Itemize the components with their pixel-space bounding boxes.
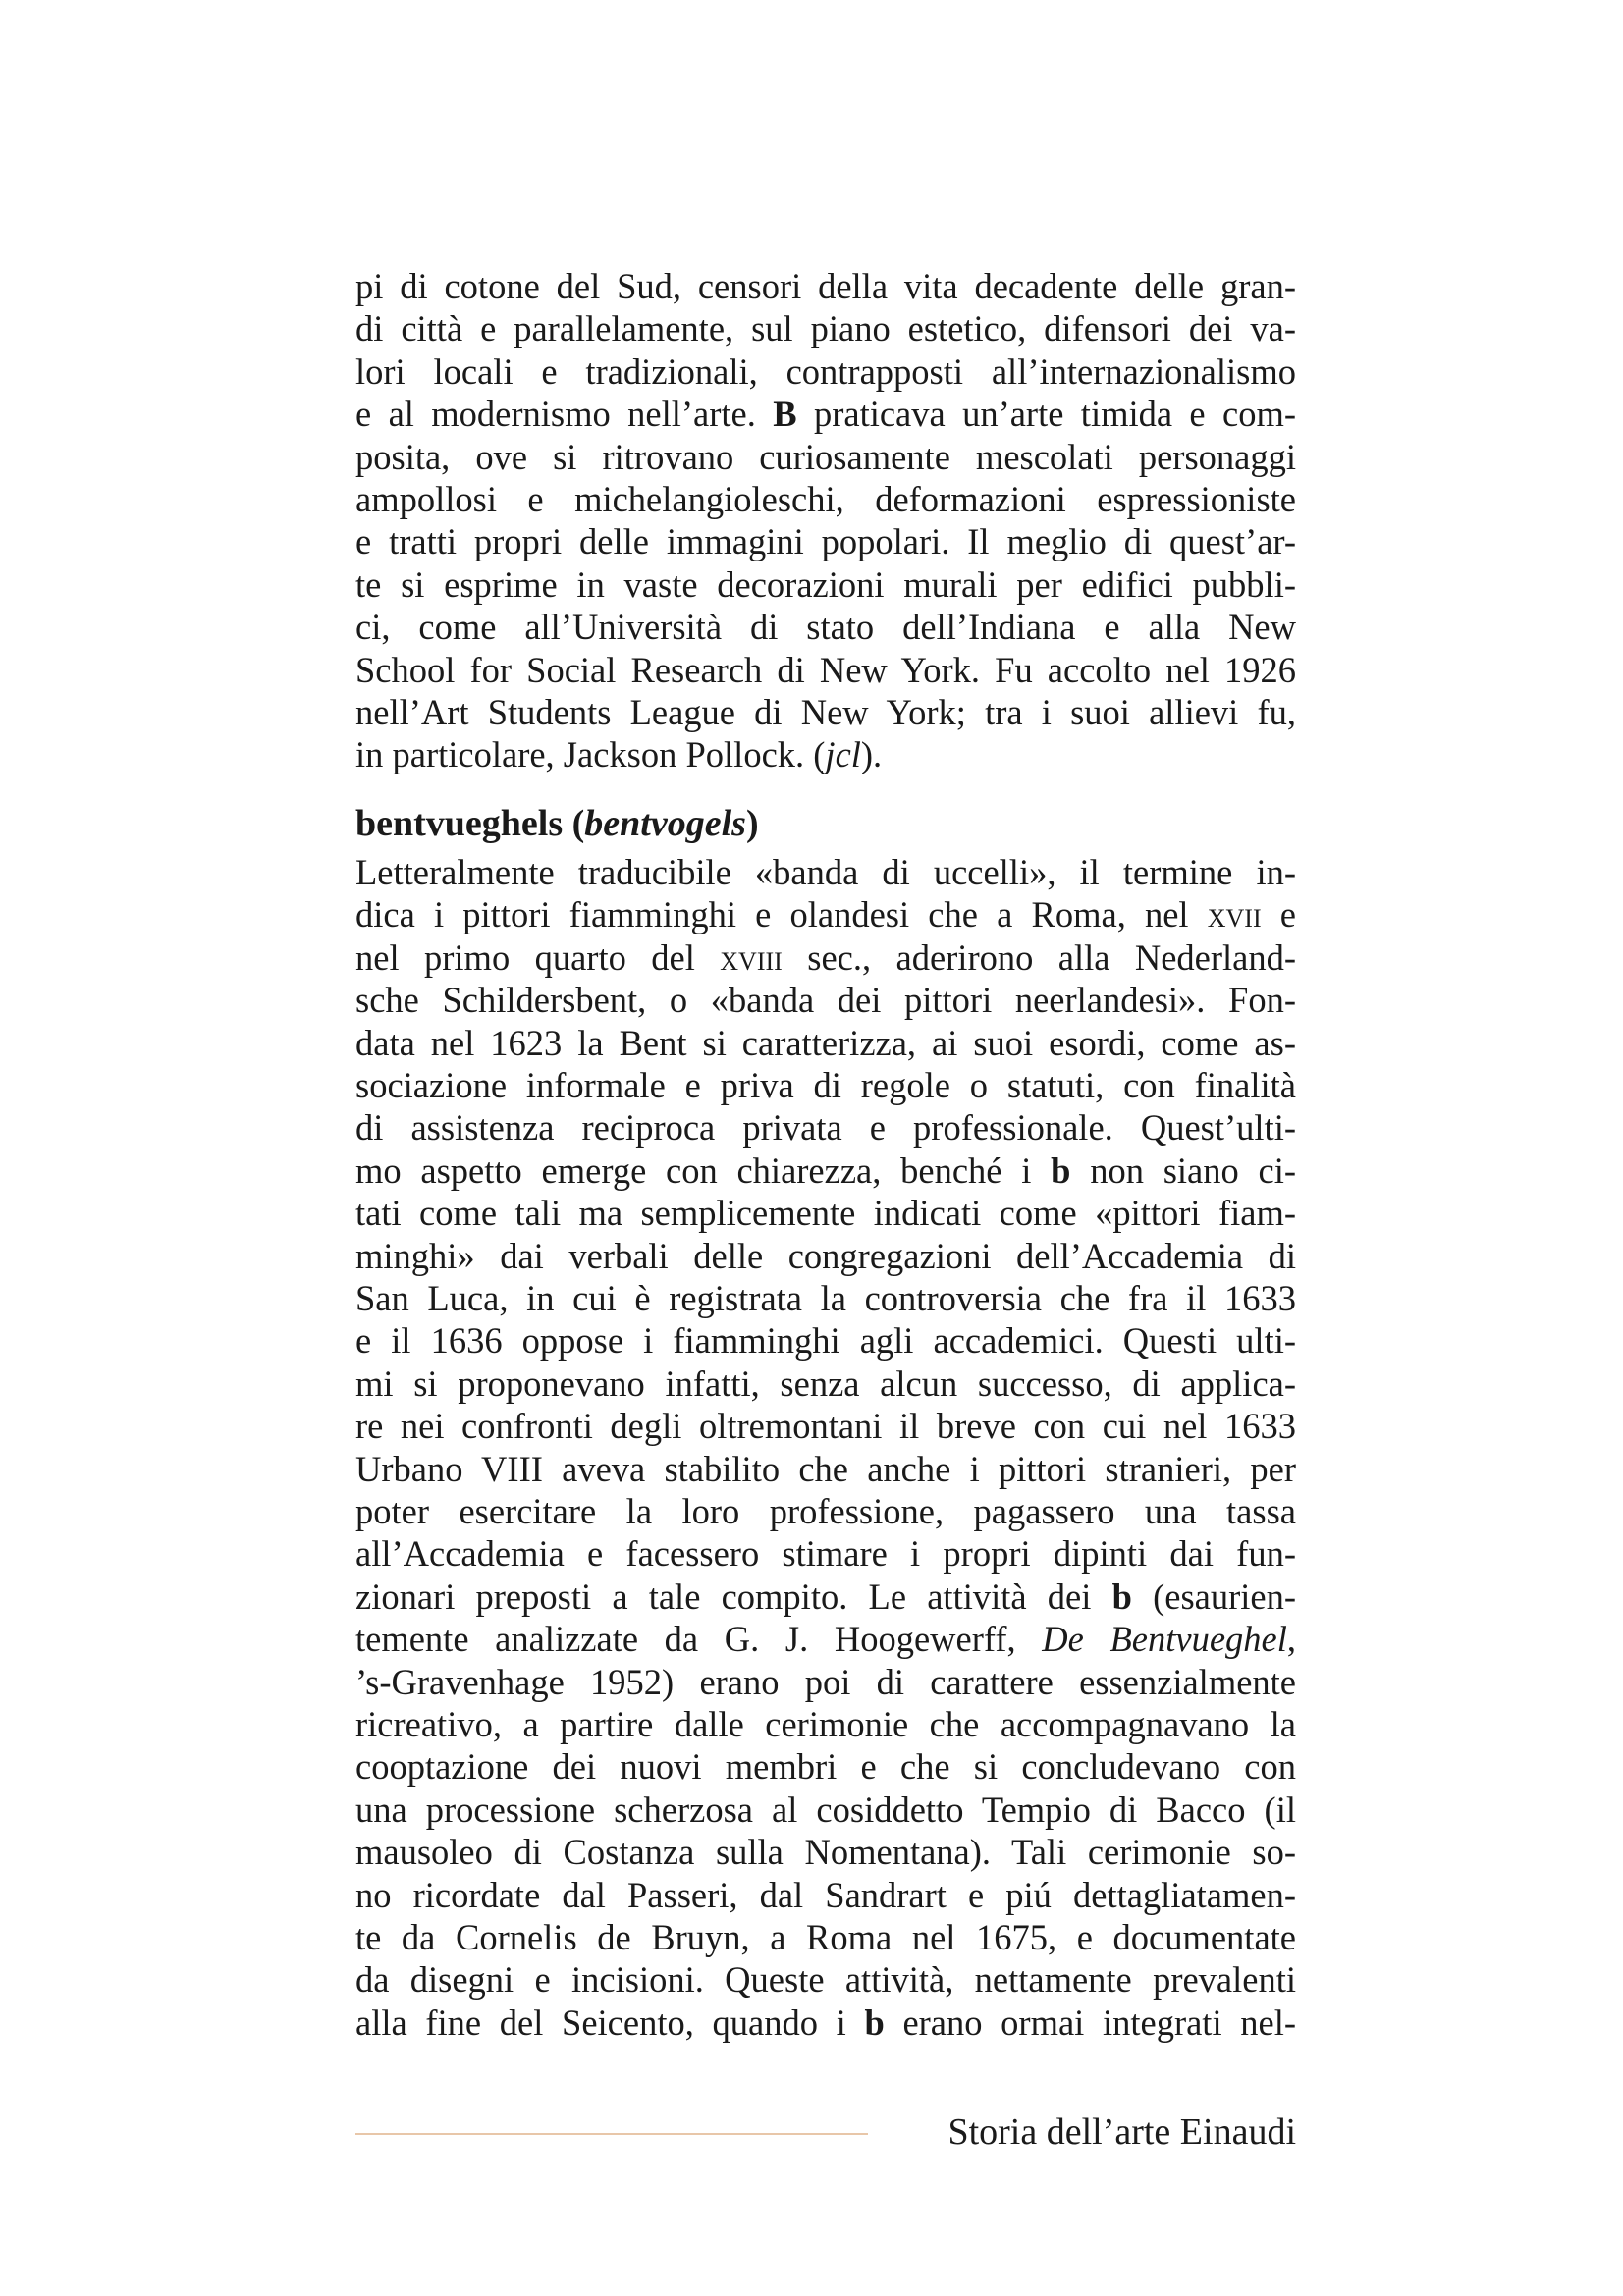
text-run: nel primo quarto del <box>355 936 695 978</box>
entry-abbreviation: b <box>1111 1575 1132 1617</box>
text-line <box>355 936 1296 979</box>
text-line <box>355 893 1296 935</box>
text-line: una processione scherzosa al cosiddetto Tempio di Bacco (il <box>355 1789 1296 1830</box>
text-run: erano ormai integrati nel- <box>902 2002 1297 2043</box>
century-numeral: xvii <box>1207 894 1262 935</box>
text-run: zionari preposti a tale compito. Le attività dei <box>355 1575 1092 1617</box>
text-line: e il 1636 oppose i fiamminghi agli accademici. Questi ulti- <box>355 1320 1296 1362</box>
text-run: praticava un’arte timida e com- <box>813 394 1297 435</box>
text-line: minghi» dai verbali delle congregazioni dell’Accademia di <box>355 1235 1296 1276</box>
text-line <box>355 393 1296 435</box>
text-line: mausoleo di Costanza sulla Nomentana). Tali cerimonie so- <box>355 1832 1296 1873</box>
text-line <box>355 1618 1296 1660</box>
entry-paragraph <box>355 851 1296 2044</box>
text-line: Letteralmente traducibile «banda di uccelli», il termine in- <box>355 851 1296 892</box>
text-line: poter esercitare la loro professione, pagassero una tassa <box>355 1490 1296 1531</box>
page-body <box>355 265 1296 2044</box>
text-run: in particolare, Jackson Pollock. ( <box>355 734 826 775</box>
text-line: tati come tali ma semplicemente indicati come «pittori fiam- <box>355 1193 1296 1234</box>
text-line: te da Cornelis de Bruyn, a Roma nel 1675, e documentate <box>355 1917 1296 1958</box>
text-line: School for Social Research di New York. Fu accolto nel 1926 <box>355 649 1296 690</box>
text-run: temente analizzate da G. J. Hoogewerff, <box>355 1619 1016 1660</box>
text-line: ampollosi e michelangioleschi, deformazioni espressioniste <box>355 479 1296 520</box>
continued-paragraph <box>355 265 1296 776</box>
text-line <box>355 1149 1296 1192</box>
text-line: te si esprime in vaste decorazioni murali per edifici pubbli- <box>355 563 1296 605</box>
entry-abbreviation: B <box>773 394 797 435</box>
entry-variant: bentvogels <box>584 802 746 844</box>
text-line: mi si proponevano infatti, senza alcun successo, di applica- <box>355 1362 1296 1404</box>
text-line: di assistenza reciproca privata e professionale. Quest’ulti- <box>355 1107 1296 1148</box>
text-run: e <box>1279 894 1296 935</box>
text-line: ’s-Gravenhage 1952) erano poi di carattere essenzialmente <box>355 1661 1296 1702</box>
text-run: non siano ci- <box>1090 1149 1297 1191</box>
book-title: De Bentvueghel <box>1042 1619 1287 1660</box>
century-numeral: xviii <box>720 936 783 978</box>
entry-heading: bentvueghels (bentvogels) <box>355 802 759 844</box>
footer-title: Storia dell’arte Einaudi <box>947 2111 1296 2153</box>
text-line: nell’Art Students League di New York; tra i suoi allievi fu, <box>355 692 1296 733</box>
text-run: mo aspetto emerge con chiarezza, benché i <box>355 1149 1032 1191</box>
text-line: data nel 1623 la Bent si caratterizza, ai suoi esordi, come as- <box>355 1022 1296 1063</box>
text-line: no ricordate dal Passeri, dal Sandrart e piú dettagliatamen- <box>355 1874 1296 1915</box>
text-line: sociazione informale e priva di regole o statuti, con finalità <box>355 1064 1296 1105</box>
text-line: re nei confronti degli oltremontani il breve con cui nel 1633 <box>355 1406 1296 1447</box>
text-line: di città e parallelamente, sul piano estetico, difensori dei va- <box>355 308 1296 349</box>
text-line <box>355 733 1296 775</box>
entry-abbreviation: b <box>1051 1149 1071 1191</box>
author-initials: jcl <box>825 734 861 775</box>
text-line: posita, ove si ritrovano curiosamente mescolati personaggi <box>355 436 1296 477</box>
text-line: Urbano VIII aveva stabilito che anche i pittori stranieri, per <box>355 1448 1296 1489</box>
text-line: sche Schildersbent, o «banda dei pittori neerlandesi». Fon- <box>355 980 1296 1021</box>
text-run: dica i pittori fiamminghi e olandesi che a Roma, nel <box>355 894 1189 935</box>
text-line: ricreativo, a partire dalle cerimonie che accompagnavano la <box>355 1704 1296 1744</box>
text-line <box>355 1575 1296 1618</box>
text-run: sec., aderirono alla Nederland- <box>807 936 1297 978</box>
text-line: ci, come all’Università di stato dell’Indiana e alla New <box>355 607 1296 648</box>
text-line: e tratti propri delle immagini popolari. Il meglio di quest’ar- <box>355 521 1296 562</box>
text-line: San Luca, in cui è registrata la controversia che fra il 1633 <box>355 1277 1296 1318</box>
text-line <box>355 2002 1296 2044</box>
text-line: pi di cotone del Sud, censori della vita decadente delle gran- <box>355 266 1296 306</box>
text-run: , <box>1286 1619 1296 1660</box>
text-run: alla fine del Seicento, quando i <box>355 2002 846 2043</box>
text-run: ). <box>860 734 883 775</box>
text-line: cooptazione dei nuovi membri e che si concludevano con <box>355 1746 1296 1788</box>
entry-abbreviation: b <box>864 2002 885 2043</box>
entry-title: bentvueghels <box>355 802 564 844</box>
text-line: lori locali e tradizionali, contrapposti all’internazionalismo <box>355 350 1296 392</box>
text-line: da disegni e incisioni. Queste attività, nettamente prevalenti <box>355 1959 1296 2001</box>
text-line: all’Accademia e facessero stimare i propri dipinti dai fun- <box>355 1533 1296 1575</box>
text-run: e al modernismo nell’arte. <box>355 394 756 435</box>
text-run: (esaurien- <box>1153 1575 1297 1617</box>
footer-divider <box>355 2133 868 2135</box>
